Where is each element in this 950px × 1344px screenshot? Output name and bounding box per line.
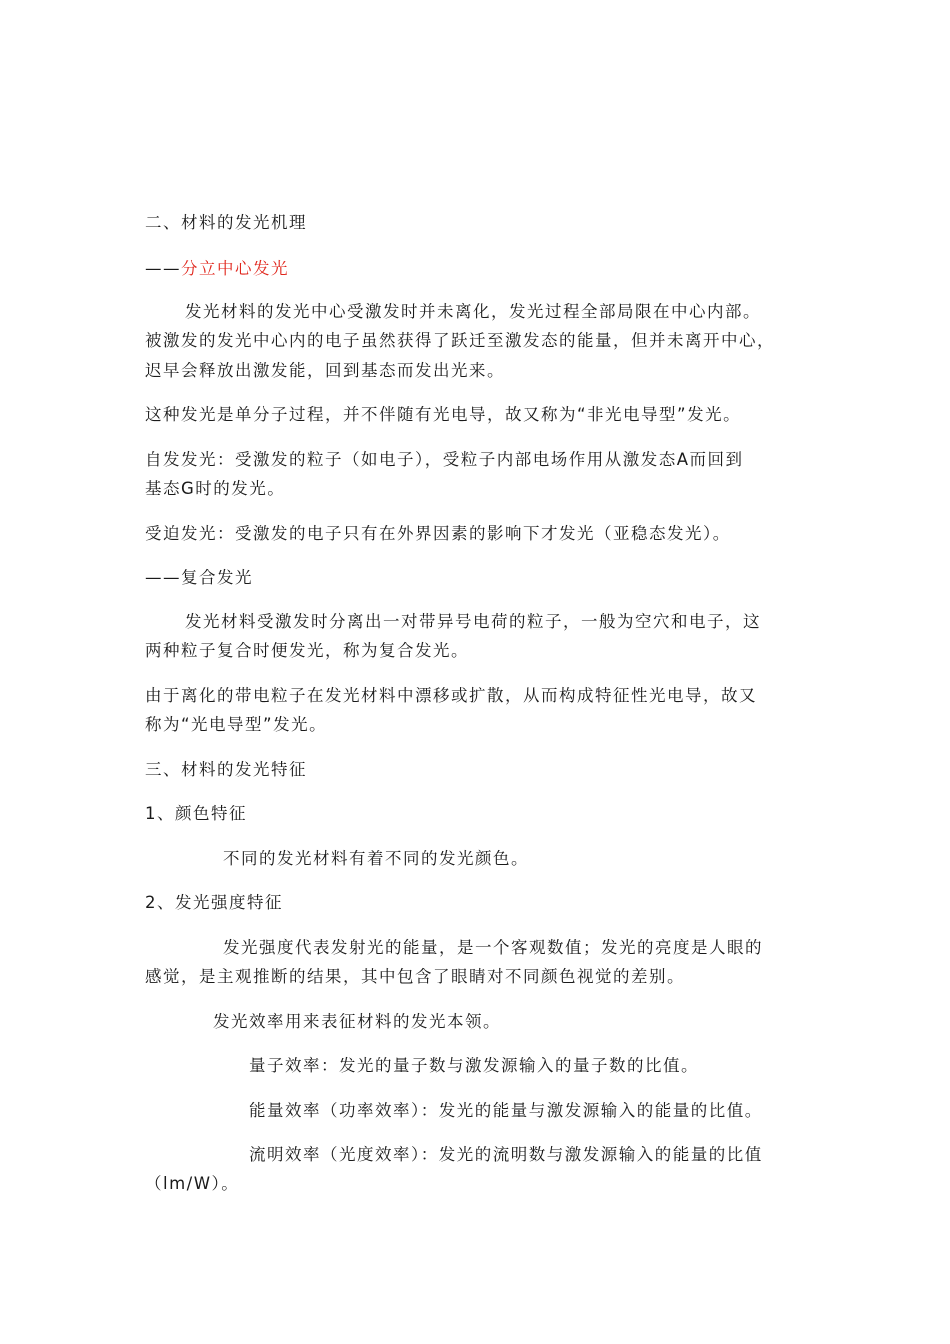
para5-line2: 两种粒子复合时便发光，称为复合发光。: [145, 641, 469, 660]
quantum-efficiency: 量子效率：发光的量子数与激发源输入的量子数的比值。: [249, 1056, 699, 1075]
lumen-efficiency-line2: （lm/W）。: [145, 1174, 240, 1193]
para1-line1: 发光材料的发光中心受激发时并未离化，发光过程全部局限在中心内部。: [185, 302, 761, 321]
para3-line2: 基态G时的发光。: [145, 479, 286, 498]
para2: 这种发光是单分子过程，并不伴随有光电导，故又称为“非光电导型”发光。: [145, 405, 742, 424]
item2-para-line2: 感觉，是主观推断的结果，其中包含了眼睛对不同颜色视觉的差别。: [145, 967, 685, 986]
para4: 受迫发光：受激发的电子只有在外界因素的影响下才发光（亚稳态发光）。: [145, 524, 731, 543]
section2-heading: 二、材料的发光机理: [145, 213, 307, 232]
para3-line1: 自发发光：受激发的粒子（如电子），受粒子内部电场作用从激发态A而回到: [145, 450, 744, 469]
item2-para-line1: 发光强度代表发射光的能量，是一个客观数值；发光的亮度是人眼的: [223, 938, 763, 957]
subsection-dash: ——: [145, 259, 181, 278]
para1-line3: 迟早会释放出激发能，回到基态而发出光来。: [145, 361, 505, 380]
item1-heading: 1、颜色特征: [145, 804, 247, 823]
efficiency-intro: 发光效率用来表征材料的发光本领。: [213, 1012, 501, 1031]
item2-heading: 2、发光强度特征: [145, 893, 283, 912]
section3-heading: 三、材料的发光特征: [145, 760, 307, 779]
para5-line1: 发光材料受激发时分离出一对带异号电荷的粒子，一般为空穴和电子，这: [185, 612, 761, 631]
item1-text: 不同的发光材料有着不同的发光颜色。: [223, 849, 529, 868]
subsection-title-red: 分立中心发光: [181, 259, 289, 278]
para1-line2: 被激发的发光中心内的电子虽然获得了跃迁至激发态的能量，但并未离开中心，: [145, 331, 775, 350]
para6-line2: 称为“光电导型”发光。: [145, 715, 328, 734]
para6-line1: 由于离化的带电粒子在发光材料中漂移或扩散，从而构成特征性光电导，故又: [145, 686, 757, 705]
subsection-recombination: ——复合发光: [145, 568, 253, 587]
subsection-discrete-center: [145, 254, 289, 284]
energy-efficiency: 能量效率（功率效率）：发光的能量与激发源输入的能量的比值。: [249, 1101, 763, 1120]
lumen-efficiency-line1: 流明效率（光度效率）：发光的流明数与激发源输入的能量的比值: [249, 1145, 763, 1164]
